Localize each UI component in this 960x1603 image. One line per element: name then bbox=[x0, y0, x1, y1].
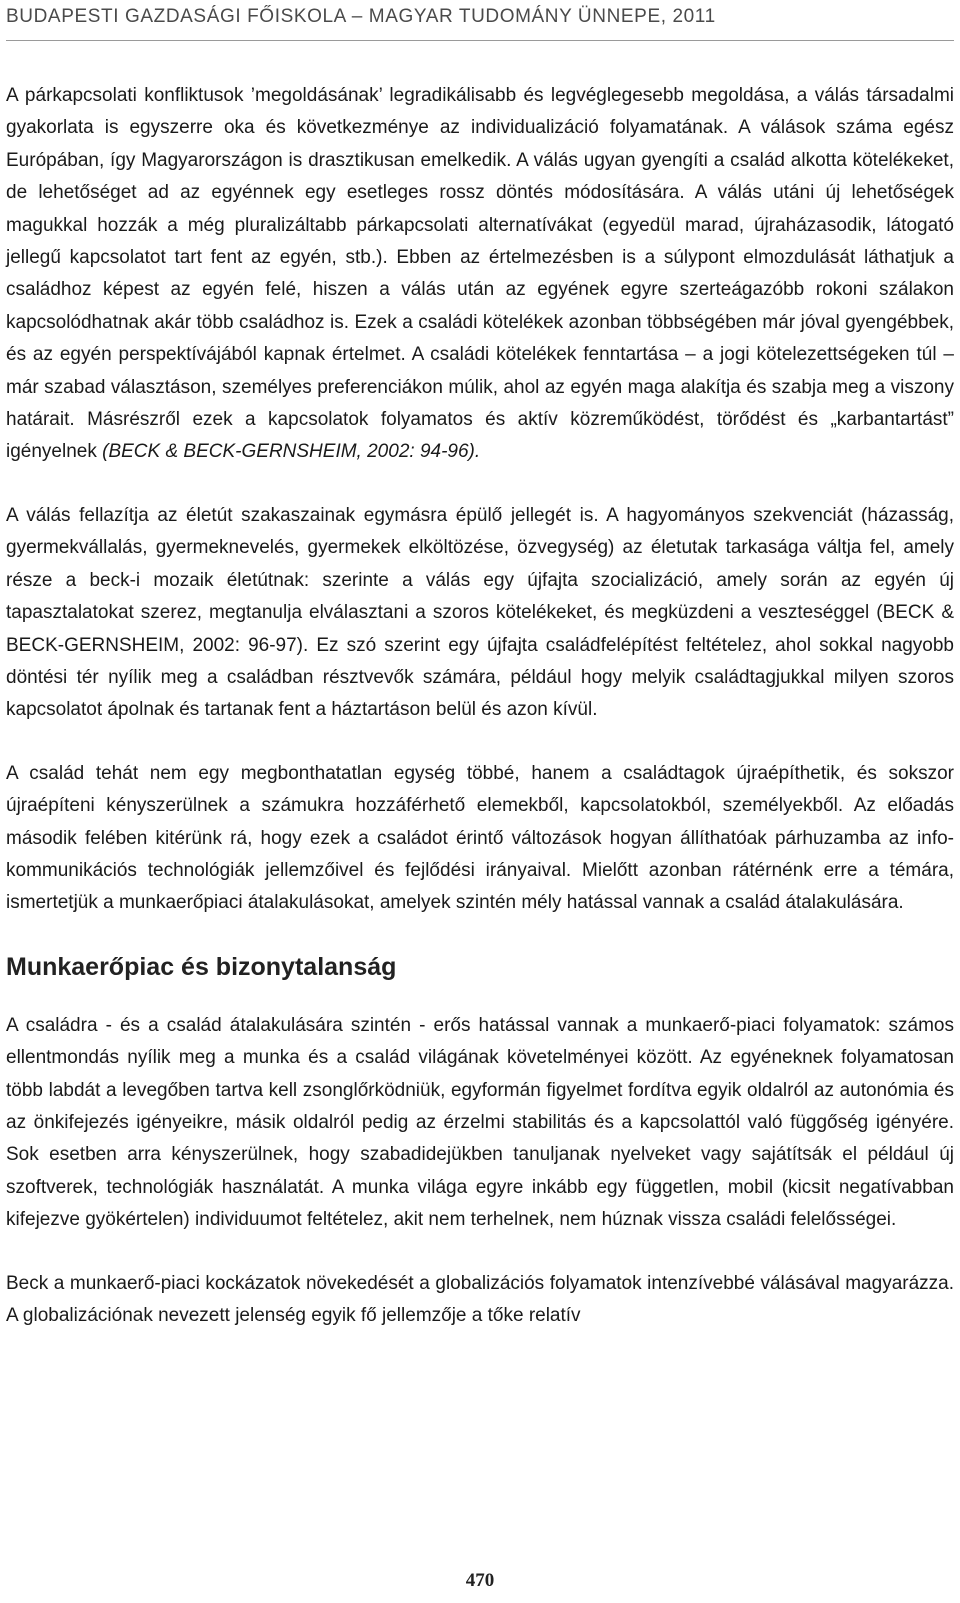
paragraph-divorce-individualization bbox=[6, 80, 954, 469]
body-text bbox=[6, 80, 954, 1332]
paragraph-family-rebuilding: A család tehát nem egy megbonthatatlan egység többé, hanem a családtagok újraépíthetik, és sokszor újraépíteni kényszerülnek a számukra hozzáférhető elemekből, kapcsolatokból, személyekből. Az előadás második felében kitérünk rá, hogy ezek a családot érintő változások hogyan állíthatóak párhuzamba az info-kommunikációs technológiák jellemzőivel és fejlődési irányaival. Mielőtt azonban rátérnénk erre a témára, ismertetjük a munkaerőpiaci átalakulásokat, amelyek szintén mély hatással vannak a család átalakulására. bbox=[6, 762, 954, 914]
section-heading: Munkaerőpiac és bizonytalanság bbox=[6, 952, 397, 981]
paragraph-labour-market: A családra - és a család átalakulására szintén - erős hatással vannak a munkaerő-piaci folyamatok: számos ellentmondás nyílik meg a munka és a család világának követelményei között. Az egyéneknek folyamatosan több labdát a levegőben tartva kell zsonglőrködniük, egyformán figyelmet fordítva egyik oldalról az autonómia és az önkifejezés igényeikre, másik oldalról pedig az érzelmi stabilitás és a kapcsolattól való függőség igényére. Sok esetben arra kényszerülnek, hogy szabadidejükben tanuljanak nyelveket vagy sajátítsák el például új szoftverek, technológiák használatát. A munka világa egyre inkább egy független, mobil (kicsit negatívabban kifejezve gyökértelen) individuumot feltételez, akit nem terhelnek, nem húznak vissza családi felelősségei. bbox=[6, 1014, 954, 1231]
page-number: 470 bbox=[465, 1570, 495, 1591]
paragraph-life-course: A válás fellazítja az életút szakaszainak egymásra épülő jellegét is. A hagyományos szekvenciát (házasság, gyermekvállalás, gyermeknevelés, gyermekek elköltözése, özvegység) az életutak tarkasága váltja fel, amely része a beck-i mozaik életútnak: szerinte a válás egy újfajta szocializáció, amely során az egyén új tapasztalatokat szerez, megtanulja elválasztani a szoros kötelékeket, és megküzdeni a veszteséggel (BECK & BECK-GERNSHEIM, 2002: 96-97). Ez szó szerint egy újfajta családfelépítést feltételez, ahol sokkal nagyobb döntési tér nyílik meg a családban résztvevők számára, például hogy melyik családtagjukkal milyen szoros kapcsolatot ápolnak és tartanak fent a háztartáson belül és azon kívül. bbox=[6, 504, 954, 721]
paragraph-text: A párkapcsolati konfliktusok ’megoldásának’ legradikálisabb és legvéglegesebb megoldása, a válás társadalmi gyakorlata is egyszerre oka és következménye az individualizáció folyamatának. A válások száma egész Európában, így Magyarországon is drasztikusan emelkedik. A válás ugyan gyengíti a család alkotta kötelékeket, de lehetőséget ad az egyénnek egy esetleges rossz döntés módosítására. A válás utáni új lehetőségek magukkal hozzák a még pluralizáltabb párkapcsolati alternatívákat (egyedül marad, újraházasodik, látogató jellegű kapcsolatot tart fent az egyén, stb.). Ebben az értelmezésben is a súlypont elmozdulását láthatjuk a családhoz képest az egyén felé, hiszen a válás után az egyének egyre szerteágazóbb rokoni szálakon kapcsolódhatnak akár több családhoz is. Ezek a családi kötelékek azonban többségében már jóval gyengébbek, és az egyén perspektívájából kapnak értelmet. A családi kötelékek fenntartása – a jogi kötelezettségeken túl – már szabad választáson, személyes preferenciákon múlik, ahol az egyén maga alakítja és szabja meg a viszony határait. Másrészről ezek a kapcsolatok folyamatos és aktív közreműködést, törődést és „karbantartást” igényelnek bbox=[6, 85, 954, 463]
document-page bbox=[6, 0, 954, 1603]
header-divider bbox=[6, 40, 954, 41]
running-header: BUDAPESTI GAZDASÁGI FŐISKOLA – MAGYAR TUDOMÁNY ÜNNEPE, 2011 bbox=[6, 6, 716, 27]
citation: (BECK & BECK-GERNSHEIM, 2002: 94-96). bbox=[102, 441, 481, 463]
paragraph-globalization: Beck a munkaerő-piaci kockázatok növekedését a globalizációs folyamatok intenzívebbé válásával magyarázza. A globalizációnak nevezett jelenség egyik fő jellemzője a tőke relatív bbox=[6, 1272, 954, 1326]
